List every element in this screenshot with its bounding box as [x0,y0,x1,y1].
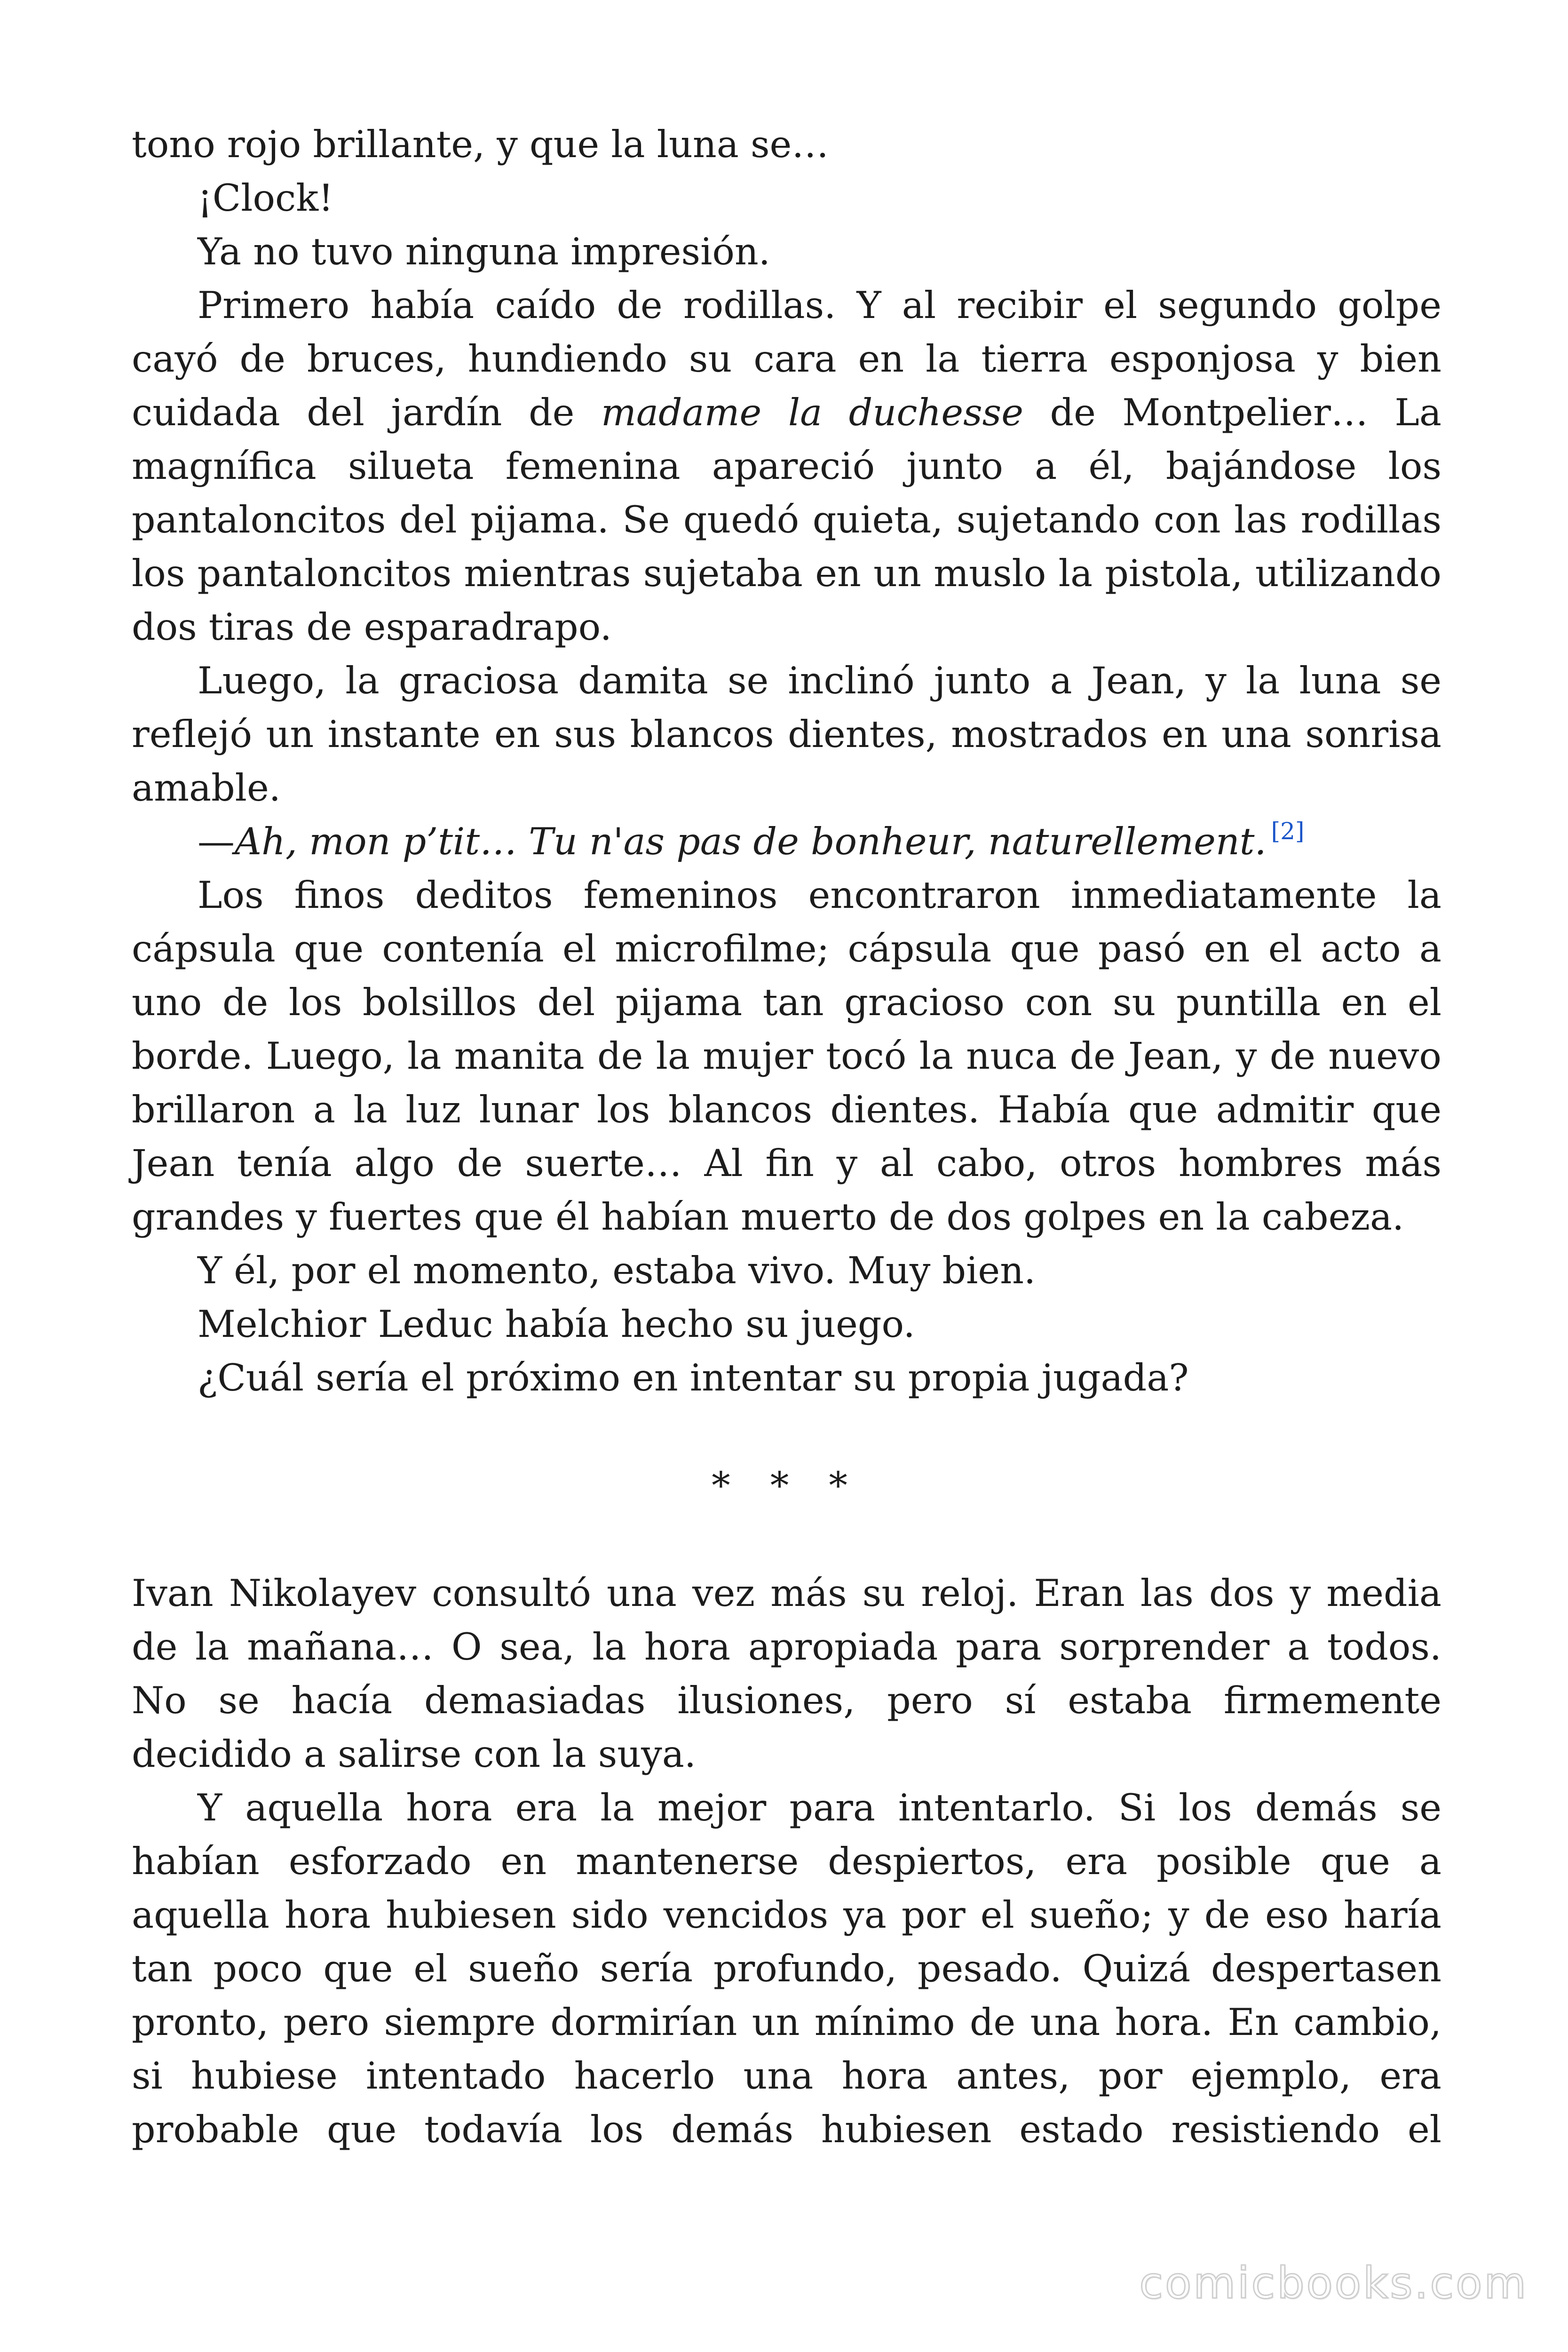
dialogue-italic: Ah, mon p’tit… Tu n'as pas de bonheur, naturellement. [235,820,1267,863]
watermark: comicbooks.com [1139,2258,1528,2308]
paragraph-melchior: Melchior Leduc había hecho su juego. [198,1303,915,1346]
paragraph-primero-italic: madame la duchesse [601,391,1023,434]
paragraph-ivan: Ivan Nikolayev consultó una vez más su reloj. Eran las dos y media de la mañana… O sea, la hora apropiada para sorprender a todos. No se hacía demasiadas ilusiones, pero sí estaba firmemente decidido a salirse con la suya. [132,1572,1441,1776]
section-separator: * * * [712,1464,862,1507]
paragraph-continuation: tono rojo brillante, y que la luna se… [132,123,829,166]
dialogue-dash: — [198,820,235,863]
paragraph-luego: Luego, la graciosa damita se inclinó junto a Jean, y la luna se reflejó un instante en sus blancos dientes, mostrados en una sonrisa amable. [132,659,1441,810]
paragraph-impresion: Ya no tuvo ninguna impresión. [198,230,770,273]
paragraph-deditos: Los finos deditos femeninos encontraron inmediatamente la cápsula que contenía el microfilme; cápsula que pasó en el acto a uno de los bolsillos del pijama tan gracioso con su puntilla en el borde. Luego, la manita de la mujer tocó la nuca de Jean, y de nuevo brillaron a la luz lunar los blancos dientes. Había que admitir que Jean tenía algo de suerte… Al fin y al cabo, otros hombres más grandes y fuertes que él habían muerto de dos golpes en la cabeza. [132,874,1441,1239]
footnote-link[interactable]: [2] [1271,818,1305,845]
paragraph-primero-text-2: de Montpelier… La magnífica silueta femenina apareció junto a él, bajándose los pantaloncitos del pijama. Se quedó quieta, sujetando con las rodillas los pantaloncitos mientras sujetaba en un muslo la pistola, utilizando dos tiras de esparadrapo. [132,391,1441,649]
paragraph-vivo: Y él, por el momento, estaba vivo. Muy bien. [198,1249,1036,1292]
book-page [132,118,1441,2156]
paragraph-hora: Y aquella hora era la mejor para intentarlo. Si los demás se habían esforzado en mantenerse despiertos, era posible que a aquella hora hubiesen sido vencidos ya por el sueño; y de eso haría tan poco que el sueño sería profundo, pesado. Quizá despertasen pronto, pero siempre dormirían un mínimo de una hora. En cambio, si hubiese intentado hacerlo una hora antes, por ejemplo, era probable que todavía los demás hubiesen estado resistiendo el [132,1786,1441,2151]
paragraph-primero-text-1: Primero había caído de rodillas. Y al recibir el segundo golpe cayó de bruces, hundiendo su cara en la tierra esponjosa y bien cuidada del jardín de [132,284,1441,434]
paragraph-dialogue [132,815,1441,868]
paragraph-clock: ¡Clock! [198,176,333,220]
paragraph-primero [132,278,1441,654]
paragraph-jugada: ¿Cuál sería el próximo en intentar su propia jugada? [198,1356,1189,1399]
